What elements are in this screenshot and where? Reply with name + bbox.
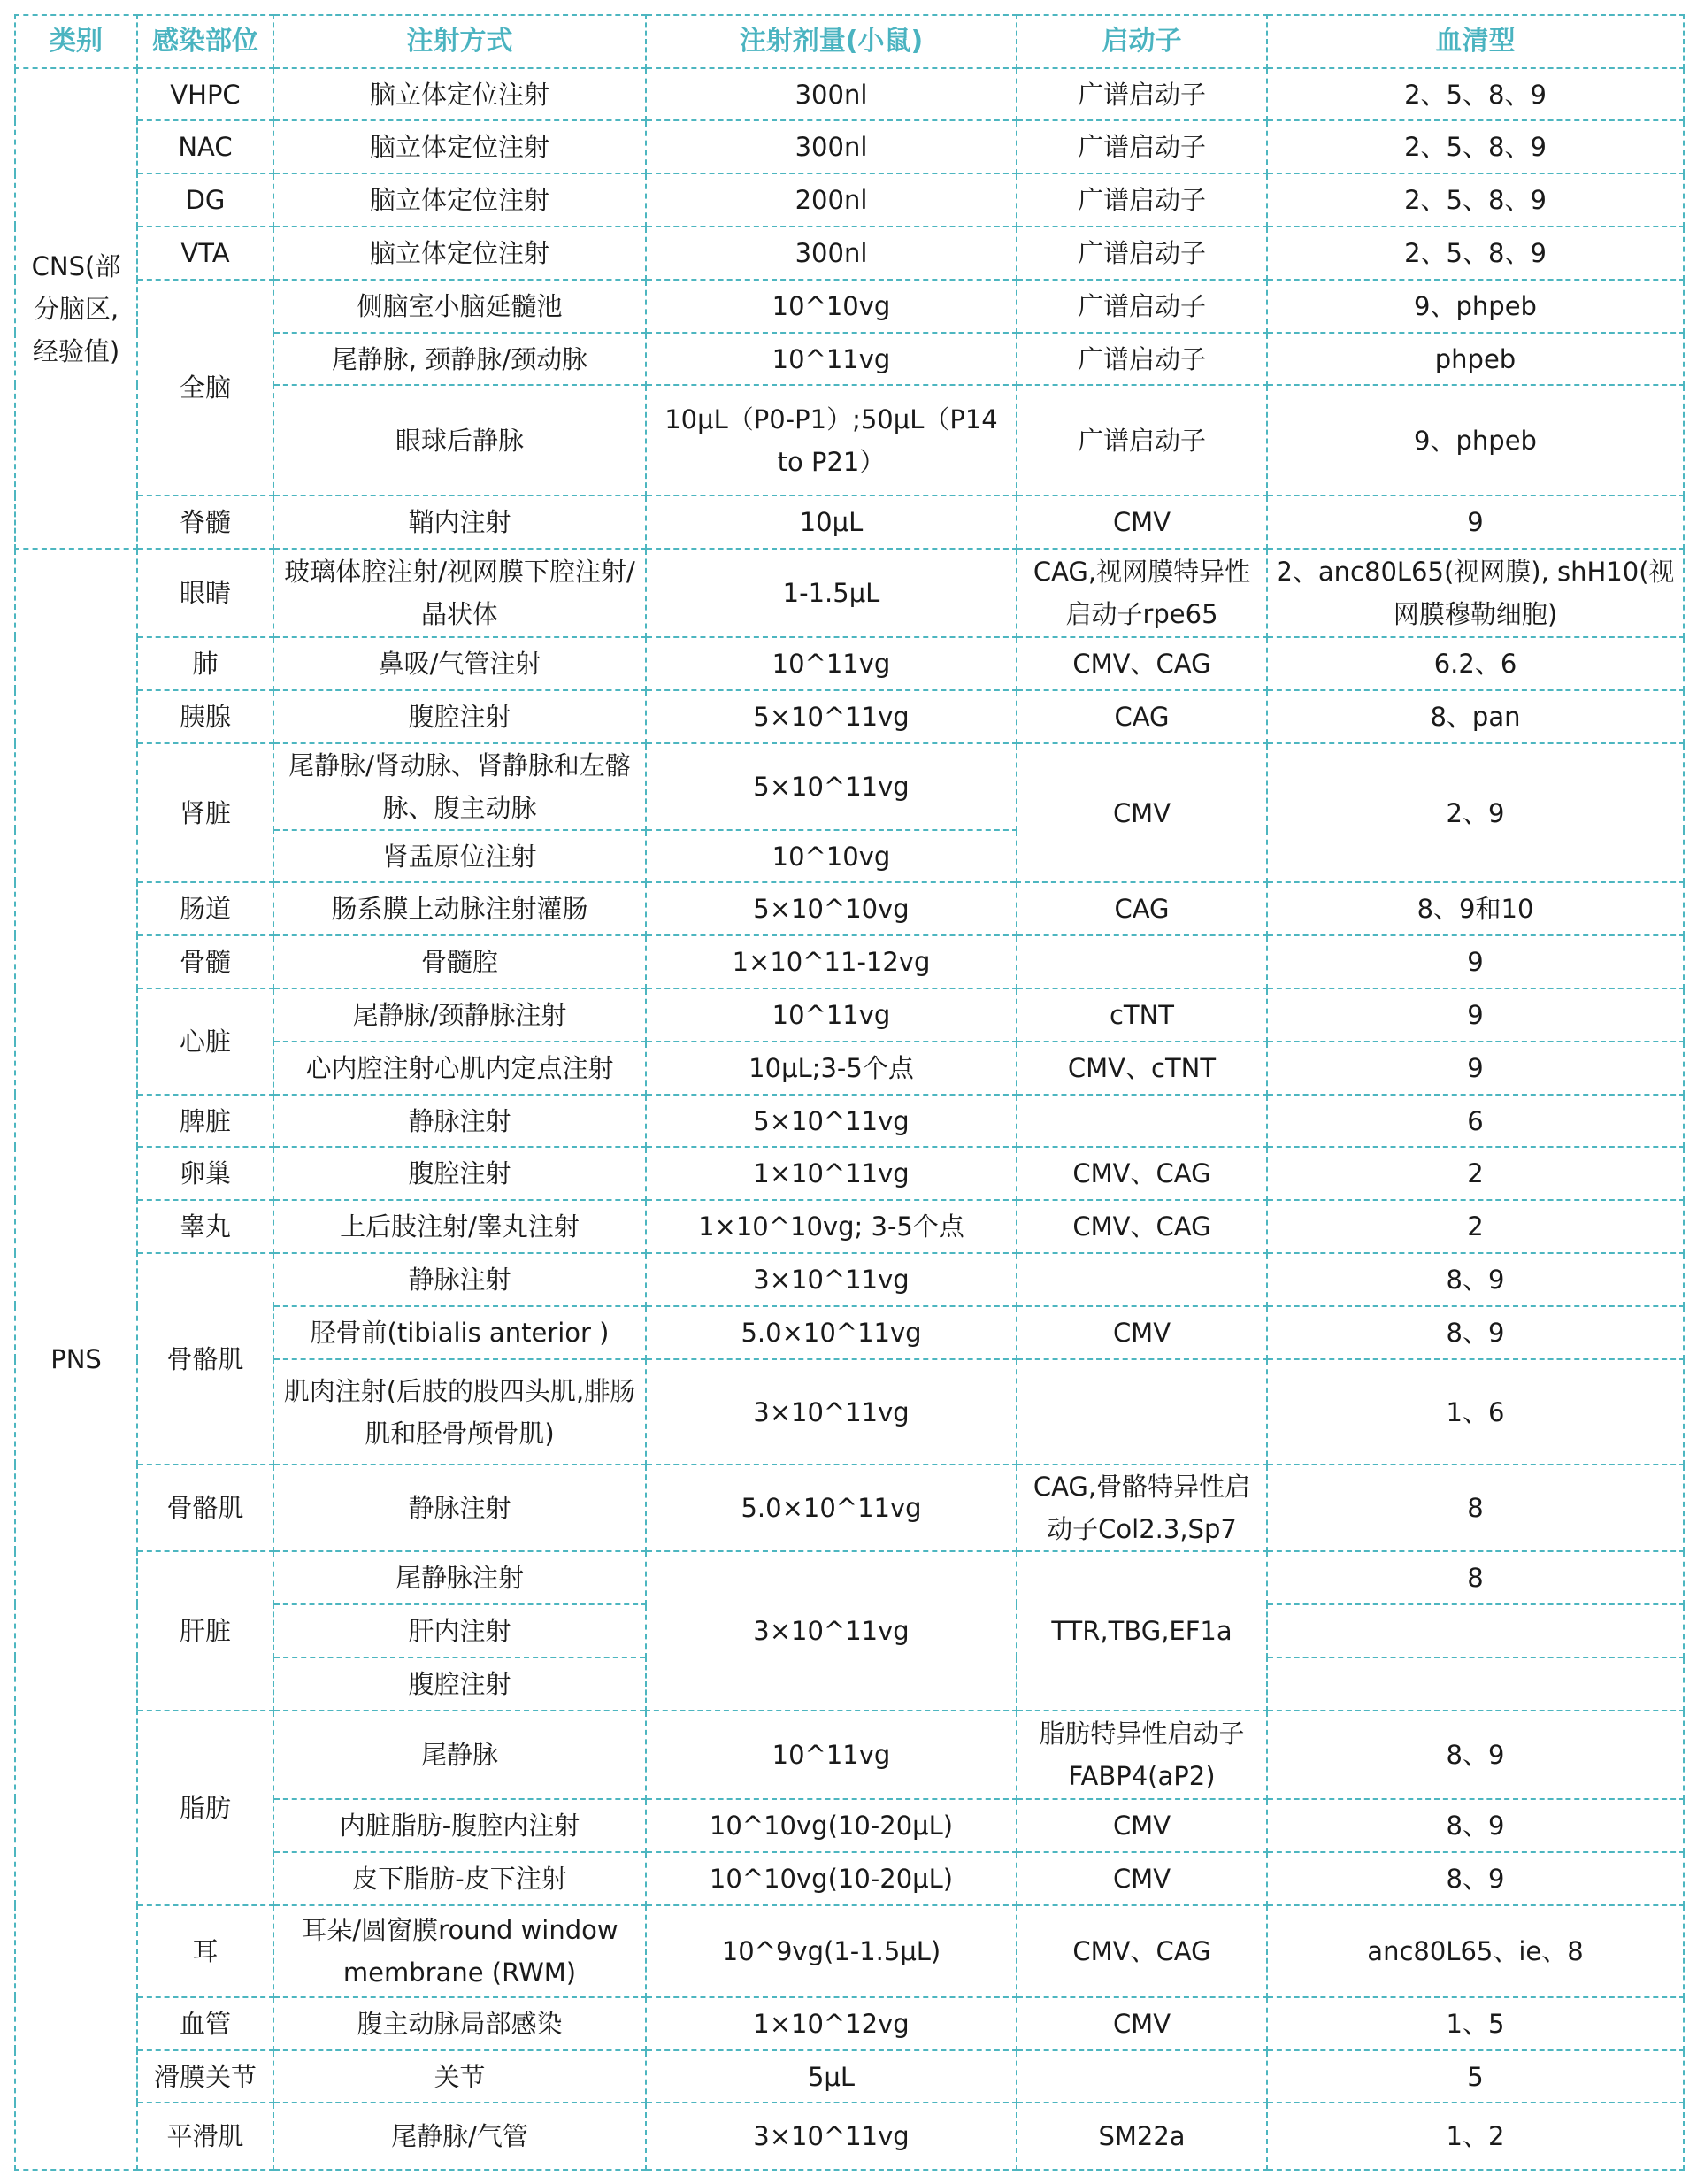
method-cell: 胫骨前(tibialis anterior )	[273, 1306, 646, 1359]
serotype-cell: 5	[1267, 2050, 1684, 2103]
dose-cell: 300nl	[646, 120, 1017, 173]
table-row	[15, 280, 1684, 333]
promoter-cell: 广谱启动子	[1017, 333, 1267, 385]
method-cell: 腹主动脉局部感染	[273, 1997, 646, 2050]
method-cell: 上后肢注射/睾丸注射	[273, 1200, 646, 1253]
promoter-cell	[1017, 1253, 1267, 1306]
header-serotype: 血清型	[1267, 15, 1684, 68]
header-method: 注射方式	[273, 15, 646, 68]
site-cell: 全脑	[137, 280, 273, 496]
dose-cell: 300nl	[646, 227, 1017, 280]
promoter-cell: 广谱启动子	[1017, 227, 1267, 280]
method-cell: 腹腔注射	[273, 1657, 646, 1711]
serotype-cell: 8、9	[1267, 1306, 1684, 1359]
promoter-cell: CMV	[1017, 1306, 1267, 1359]
dose-cell: 5×10^11vg	[646, 743, 1017, 830]
table-row	[15, 637, 1684, 690]
method-cell: 皮下脂肪-皮下注射	[273, 1852, 646, 1905]
method-cell: 尾静脉	[273, 1711, 646, 1799]
method-cell: 肠系膜上动脉注射灌肠	[273, 882, 646, 935]
promoter-cell: cTNT	[1017, 988, 1267, 1042]
serotype-cell: 2、5、8、9	[1267, 173, 1684, 227]
header-category: 类别	[15, 15, 137, 68]
method-cell: 耳朵/圆窗膜round window membrane (RWM)	[273, 1905, 646, 1997]
method-cell: 脑立体定位注射	[273, 68, 646, 120]
serotype-cell: 2、5、8、9	[1267, 120, 1684, 173]
serotype-cell: 8、9	[1267, 1852, 1684, 1905]
method-cell: 静脉注射	[273, 1465, 646, 1551]
dose-cell: 10μL（P0-P1）;50μL（P14 to P21）	[646, 385, 1017, 496]
dose-cell: 5μL	[646, 2050, 1017, 2103]
method-cell: 脑立体定位注射	[273, 227, 646, 280]
serotype-cell: 2、anc80L65(视网膜), shH10(视网膜穆勒细胞)	[1267, 549, 1684, 637]
table-row	[15, 882, 1684, 935]
promoter-cell: CMV、CAG	[1017, 1147, 1267, 1200]
table-row	[15, 2050, 1684, 2103]
site-cell: 肾脏	[137, 743, 273, 882]
serotype-cell: 1、6	[1267, 1359, 1684, 1465]
method-cell: 鼻吸/气管注射	[273, 637, 646, 690]
table-row	[15, 1711, 1684, 1799]
dose-cell: 3×10^11vg	[646, 1359, 1017, 1465]
method-cell: 关节	[273, 2050, 646, 2103]
promoter-cell: CMV、CAG	[1017, 1200, 1267, 1253]
serotype-cell: 8、9	[1267, 1253, 1684, 1306]
dose-cell: 3×10^11vg	[646, 1253, 1017, 1306]
serotype-cell: 1、2	[1267, 2103, 1684, 2170]
dose-cell: 10^10vg(10-20μL)	[646, 1799, 1017, 1852]
header-row	[15, 15, 1684, 68]
promoter-cell: CMV	[1017, 496, 1267, 549]
serotype-cell: 2	[1267, 1147, 1684, 1200]
dose-cell: 10^11vg	[646, 333, 1017, 385]
site-cell: 骨髓	[137, 935, 273, 988]
promoter-cell: CAG	[1017, 690, 1267, 743]
method-cell: 尾静脉注射	[273, 1551, 646, 1604]
dose-cell: 300nl	[646, 68, 1017, 120]
category-cell: CNS(部分脑区,经验值)	[15, 68, 137, 549]
dose-cell: 3×10^11vg	[646, 1551, 1017, 1711]
dose-cell: 200nl	[646, 173, 1017, 227]
dose-cell: 10^11vg	[646, 637, 1017, 690]
serotype-cell: 8、9	[1267, 1799, 1684, 1852]
serotype-cell: 9、phpeb	[1267, 385, 1684, 496]
dose-cell: 10^10vg	[646, 830, 1017, 882]
table-row	[15, 496, 1684, 549]
promoter-cell: CAG,视网膜特异性启动子rpe65	[1017, 549, 1267, 637]
promoter-cell: CMV、CAG	[1017, 637, 1267, 690]
aav-serotype-table	[14, 14, 1685, 2171]
dose-cell: 10^10vg	[646, 280, 1017, 333]
dose-cell: 10^10vg(10-20μL)	[646, 1852, 1017, 1905]
table-row	[15, 1551, 1684, 1604]
table-row	[15, 743, 1684, 830]
serotype-cell: 8、9	[1267, 1711, 1684, 1799]
table-row	[15, 1905, 1684, 1997]
table-row	[15, 1465, 1684, 1551]
promoter-cell	[1017, 1095, 1267, 1147]
promoter-cell: 广谱启动子	[1017, 68, 1267, 120]
table-row	[15, 1147, 1684, 1200]
site-cell: 骨骼肌	[137, 1253, 273, 1465]
method-cell: 尾静脉, 颈静脉/颈动脉	[273, 333, 646, 385]
header-site: 感染部位	[137, 15, 273, 68]
serotype-cell: 8	[1267, 1465, 1684, 1551]
header-dose: 注射剂量(小鼠)	[646, 15, 1017, 68]
promoter-cell	[1017, 1359, 1267, 1465]
site-cell: DG	[137, 173, 273, 227]
table-row	[15, 935, 1684, 988]
table-row	[15, 1095, 1684, 1147]
dose-cell: 1×10^10vg; 3-5个点	[646, 1200, 1017, 1253]
table-row	[15, 173, 1684, 227]
category-cell: PNS	[15, 549, 137, 2170]
site-cell: 脾脏	[137, 1095, 273, 1147]
table-row	[15, 988, 1684, 1042]
method-cell: 尾静脉/肾动脉、肾静脉和左髂脉、腹主动脉	[273, 743, 646, 830]
site-cell: 脊髓	[137, 496, 273, 549]
promoter-cell: CMV	[1017, 743, 1267, 882]
dose-cell: 1×10^12vg	[646, 1997, 1017, 2050]
dose-cell: 10^11vg	[646, 988, 1017, 1042]
serotype-cell: 1、5	[1267, 1997, 1684, 2050]
site-cell: 心脏	[137, 988, 273, 1095]
method-cell: 肌肉注射(后肢的股四头肌,腓肠肌和胫骨颅骨肌)	[273, 1359, 646, 1465]
dose-cell: 1-1.5μL	[646, 549, 1017, 637]
dose-cell: 10^9vg(1-1.5μL)	[646, 1905, 1017, 1997]
serotype-cell: 2	[1267, 1200, 1684, 1253]
dose-cell: 5.0×10^11vg	[646, 1465, 1017, 1551]
table-row	[15, 120, 1684, 173]
site-cell: 眼睛	[137, 549, 273, 637]
serotype-cell: phpeb	[1267, 333, 1684, 385]
method-cell: 尾静脉/颈静脉注射	[273, 988, 646, 1042]
promoter-cell	[1017, 2050, 1267, 2103]
table-row	[15, 1997, 1684, 2050]
site-cell: 肠道	[137, 882, 273, 935]
method-cell: 腹腔注射	[273, 690, 646, 743]
method-cell: 肝内注射	[273, 1604, 646, 1657]
site-cell: 睾丸	[137, 1200, 273, 1253]
promoter-cell: CAG	[1017, 882, 1267, 935]
site-cell: 肺	[137, 637, 273, 690]
promoter-cell: CMV	[1017, 1799, 1267, 1852]
serotype-cell: 9	[1267, 1042, 1684, 1095]
table-row	[15, 68, 1684, 120]
promoter-cell: 脂肪特异性启动子FABP4(aP2)	[1017, 1711, 1267, 1799]
promoter-cell	[1017, 935, 1267, 988]
method-cell: 脑立体定位注射	[273, 173, 646, 227]
promoter-cell: 广谱启动子	[1017, 385, 1267, 496]
serotype-cell: anc80L65、ie、8	[1267, 1905, 1684, 1997]
table-row	[15, 690, 1684, 743]
site-cell: 脂肪	[137, 1711, 273, 1905]
table-row	[15, 1253, 1684, 1306]
dose-cell: 1×10^11-12vg	[646, 935, 1017, 988]
promoter-cell: CAG,骨骼特异性启动子Col2.3,Sp7	[1017, 1465, 1267, 1551]
site-cell: 血管	[137, 1997, 273, 2050]
dose-cell: 5.0×10^11vg	[646, 1306, 1017, 1359]
site-cell: NAC	[137, 120, 273, 173]
serotype-cell: 9	[1267, 988, 1684, 1042]
site-cell: 骨骼肌	[137, 1465, 273, 1551]
method-cell: 骨髓腔	[273, 935, 646, 988]
method-cell: 腹腔注射	[273, 1147, 646, 1200]
serotype-cell: 9	[1267, 496, 1684, 549]
method-cell: 鞘内注射	[273, 496, 646, 549]
promoter-cell: 广谱启动子	[1017, 173, 1267, 227]
serotype-cell: 2、9	[1267, 743, 1684, 882]
promoter-cell: CMV	[1017, 1852, 1267, 1905]
site-cell: 耳	[137, 1905, 273, 1997]
serotype-cell: 8	[1267, 1551, 1684, 1604]
table-row	[15, 227, 1684, 280]
dose-cell: 3×10^11vg	[646, 2103, 1017, 2170]
promoter-cell: CMV	[1017, 1997, 1267, 2050]
promoter-cell: 广谱启动子	[1017, 120, 1267, 173]
header-promoter: 启动子	[1017, 15, 1267, 68]
dose-cell: 10^11vg	[646, 1711, 1017, 1799]
method-cell: 尾静脉/气管	[273, 2103, 646, 2170]
serotype-cell: 8、pan	[1267, 690, 1684, 743]
dose-cell: 5×10^11vg	[646, 690, 1017, 743]
site-cell: 卵巢	[137, 1147, 273, 1200]
site-cell: 胰腺	[137, 690, 273, 743]
promoter-cell: 广谱启动子	[1017, 280, 1267, 333]
method-cell: 眼球后静脉	[273, 385, 646, 496]
dose-cell: 5×10^10vg	[646, 882, 1017, 935]
serotype-cell	[1267, 1657, 1684, 1711]
promoter-cell: CMV、CAG	[1017, 1905, 1267, 1997]
serotype-cell: 8、9和10	[1267, 882, 1684, 935]
table-row	[15, 549, 1684, 637]
serotype-cell: 6.2、6	[1267, 637, 1684, 690]
serotype-cell: 6	[1267, 1095, 1684, 1147]
table-row	[15, 2103, 1684, 2170]
dose-cell: 10μL;3-5个点	[646, 1042, 1017, 1095]
method-cell: 静脉注射	[273, 1253, 646, 1306]
dose-cell: 5×10^11vg	[646, 1095, 1017, 1147]
promoter-cell: SM22a	[1017, 2103, 1267, 2170]
site-cell: 肝脏	[137, 1551, 273, 1711]
site-cell: 平滑肌	[137, 2103, 273, 2170]
promoter-cell: CMV、cTNT	[1017, 1042, 1267, 1095]
serotype-cell: 2、5、8、9	[1267, 68, 1684, 120]
dose-cell: 1×10^11vg	[646, 1147, 1017, 1200]
method-cell: 内脏脂肪-腹腔内注射	[273, 1799, 646, 1852]
method-cell: 玻璃体腔注射/视网膜下腔注射/晶状体	[273, 549, 646, 637]
serotype-cell: 9	[1267, 935, 1684, 988]
site-cell: VHPC	[137, 68, 273, 120]
site-cell: 滑膜关节	[137, 2050, 273, 2103]
serotype-cell: 9、phpeb	[1267, 280, 1684, 333]
site-cell: VTA	[137, 227, 273, 280]
method-cell: 侧脑室小脑延髓池	[273, 280, 646, 333]
serotype-cell	[1267, 1604, 1684, 1657]
table-row	[15, 1200, 1684, 1253]
dose-cell: 10μL	[646, 496, 1017, 549]
method-cell: 肾盂原位注射	[273, 830, 646, 882]
serotype-cell: 2、5、8、9	[1267, 227, 1684, 280]
method-cell: 脑立体定位注射	[273, 120, 646, 173]
method-cell: 心内腔注射心肌内定点注射	[273, 1042, 646, 1095]
promoter-cell: TTR,TBG,EF1a	[1017, 1551, 1267, 1711]
method-cell: 静脉注射	[273, 1095, 646, 1147]
